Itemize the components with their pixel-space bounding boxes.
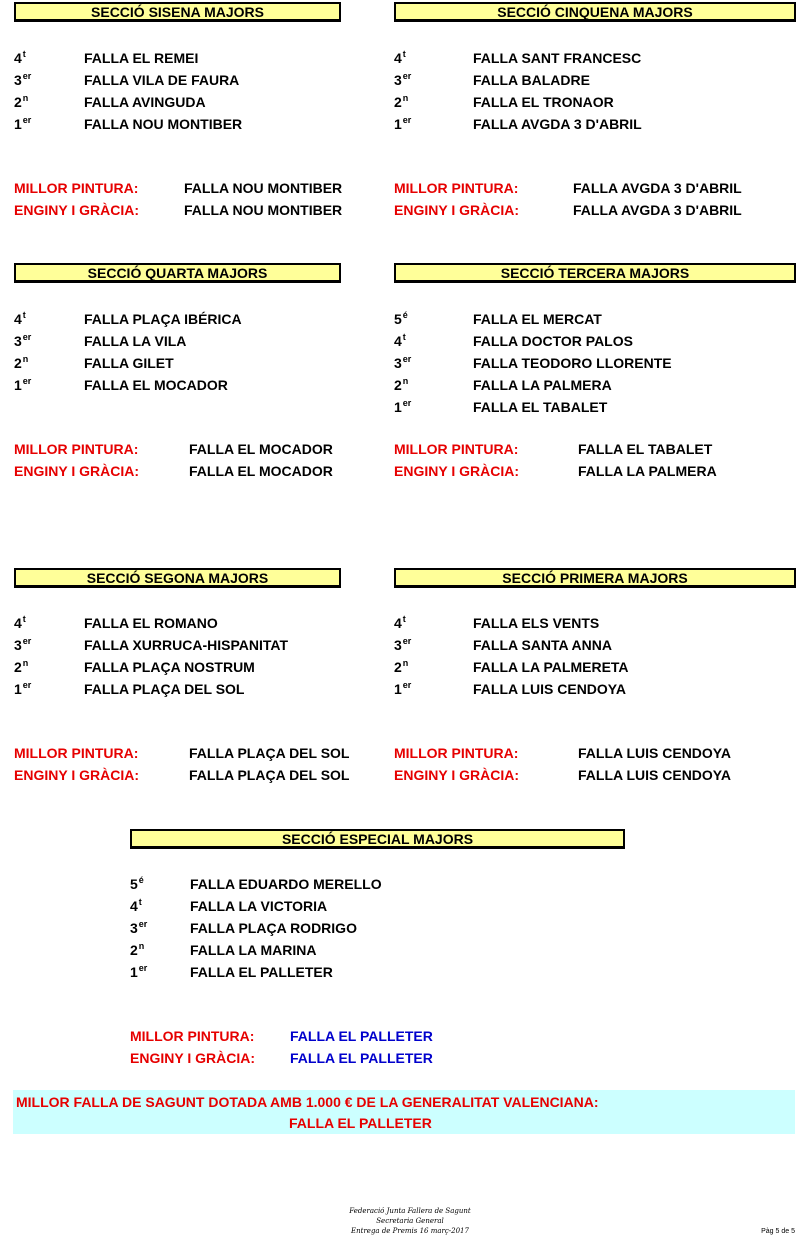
list-item: 4$^t$ FALLA DOCTOR PALOS: [394, 332, 633, 349]
section-quarta: [14, 263, 394, 483]
award-enginy-gracia: ENGINY I GRÀCIA: FALLA EL PALLETER: [130, 1050, 433, 1066]
section-header: SECCIÓ SEGONA MAJORS: [14, 568, 341, 588]
section-header: SECCIÓ ESPECIAL MAJORS: [130, 829, 625, 849]
list-item: 1er FALLA NOU MONTIBER: [14, 115, 243, 132]
award-enginy-gracia: ENGINY I GRÀCIA: FALLA PLAÇA DEL SOL: [14, 767, 350, 783]
award-millor-pintura: MILLOR PINTURA: FALLA EL PALLETER: [130, 1028, 433, 1044]
list-item: 3er FALLA LA VILA: [14, 332, 187, 349]
list-item: 1er FALLA PLAÇA DEL SOL: [14, 680, 245, 697]
list-item: 1er FALLA EL MOCADOR: [14, 376, 228, 393]
list-item: 4$^t$ FALLA PLAÇA IBÉRICA: [14, 310, 242, 327]
list-item: 1er FALLA AVGDA 3 D'ABRIL: [394, 115, 642, 132]
award-millor-pintura: MILLOR PINTURA: FALLA PLAÇA DEL SOL: [14, 745, 350, 761]
list-item: 3er FALLA PLAÇA RODRIGO: [130, 919, 357, 936]
section-header: SECCIÓ PRIMERA MAJORS: [394, 568, 796, 588]
list-item: 1er FALLA LUIS CENDOYA: [394, 680, 626, 697]
list-item: 3er FALLA VILA DE FAURA: [14, 71, 240, 88]
list-item: 2$^n$ FALLA LA PALMERETA: [394, 658, 629, 675]
list-item: 1er FALLA EL PALLETER: [130, 963, 333, 980]
section-header: SECCIÓ CINQUENA MAJORS: [394, 2, 796, 22]
list-item: 4$^t$ FALLA SANT FRANCESC: [394, 49, 642, 66]
award-millor-pintura: MILLOR PINTURA: FALLA AVGDA 3 D'ABRIL: [394, 180, 742, 196]
list-item: $5^é$ FALLA EL MERCAT: [394, 310, 602, 327]
footer: [300, 1206, 520, 1236]
list-item: 4$^t$ FALLA EL REMEI: [14, 49, 199, 66]
list-item: 3er FALLA BALADRE: [394, 71, 590, 88]
footer-organization: Federació Junta Fallera de Sagunt: [349, 1207, 471, 1215]
section-header: SECCIÓ SISENA MAJORS: [14, 2, 341, 22]
award-enginy-gracia: ENGINY I GRÀCIA: FALLA AVGDA 3 D'ABRIL: [394, 202, 742, 218]
section-tercera: [394, 263, 796, 483]
list-item: 4$^t$ FALLA ELS VENTS: [394, 614, 600, 631]
list-item: 4$^t$ FALLA EL ROMANO: [14, 614, 218, 631]
award-enginy-gracia: ENGINY I GRÀCIA: FALLA LA PALMERA: [394, 463, 717, 479]
section-primera: [394, 568, 796, 788]
section-header: SECCIÓ QUARTA MAJORS: [14, 263, 341, 283]
list-item: 2$^n$ FALLA AVINGUDA: [14, 93, 206, 110]
generalitat-award-title: MILLOR FALLA DE SAGUNT DOTADA AMB 1.000 € DE LA GENERALITAT VALENCIANA:: [16, 1094, 599, 1110]
award-millor-pintura: MILLOR PINTURA: FALLA LUIS CENDOYA: [394, 745, 731, 761]
list-item: 4$^t$ FALLA LA VICTORIA: [130, 897, 328, 914]
section-segona: [14, 568, 394, 788]
footer-event: Entrega de Premis 16 març-2017: [351, 1227, 469, 1235]
section-cinquena: [394, 2, 796, 222]
list-item: 1er FALLA EL TABALET: [394, 398, 608, 415]
list-item: 3er FALLA SANTA ANNA: [394, 636, 612, 653]
list-item: 2$^n$ FALLA EL TRONAOR: [394, 93, 614, 110]
award-millor-pintura: MILLOR PINTURA: FALLA EL TABALET: [394, 441, 713, 457]
list-item: 2$^n$ FALLA GILET: [14, 354, 174, 371]
section-header: SECCIÓ TERCERA MAJORS: [394, 263, 796, 283]
list-item: 2$^n$ FALLA PLAÇA NOSTRUM: [14, 658, 255, 675]
generalitat-award-winner: FALLA EL PALLETER: [289, 1115, 432, 1131]
award-millor-pintura: MILLOR PINTURA: FALLA NOU MONTIBER: [14, 180, 343, 196]
award-enginy-gracia: ENGINY I GRÀCIA: FALLA EL MOCADOR: [14, 463, 333, 479]
list-item: 2$^n$ FALLA LA MARINA: [130, 941, 317, 958]
award-enginy-gracia: ENGINY I GRÀCIA: FALLA LUIS CENDOYA: [394, 767, 731, 783]
list-item: $5^é$ FALLA EDUARDO MERELLO: [130, 875, 382, 892]
generalitat-award-banner: [13, 1090, 795, 1134]
section-especial: [130, 829, 630, 1069]
list-item: 3er FALLA TEODORO LLORENTE: [394, 354, 672, 371]
page-number: Pàg 5 de 5: [761, 1228, 795, 1235]
award-enginy-gracia: ENGINY I GRÀCIA: FALLA NOU MONTIBER: [14, 202, 343, 218]
list-item: 3er FALLA XURRUCA-HISPANITAT: [14, 636, 289, 653]
section-sisena: [14, 2, 394, 222]
footer-department: Secretaria General: [376, 1217, 444, 1225]
award-millor-pintura: MILLOR PINTURA: FALLA EL MOCADOR: [14, 441, 333, 457]
list-item: 2$^n$ FALLA LA PALMERA: [394, 376, 612, 393]
